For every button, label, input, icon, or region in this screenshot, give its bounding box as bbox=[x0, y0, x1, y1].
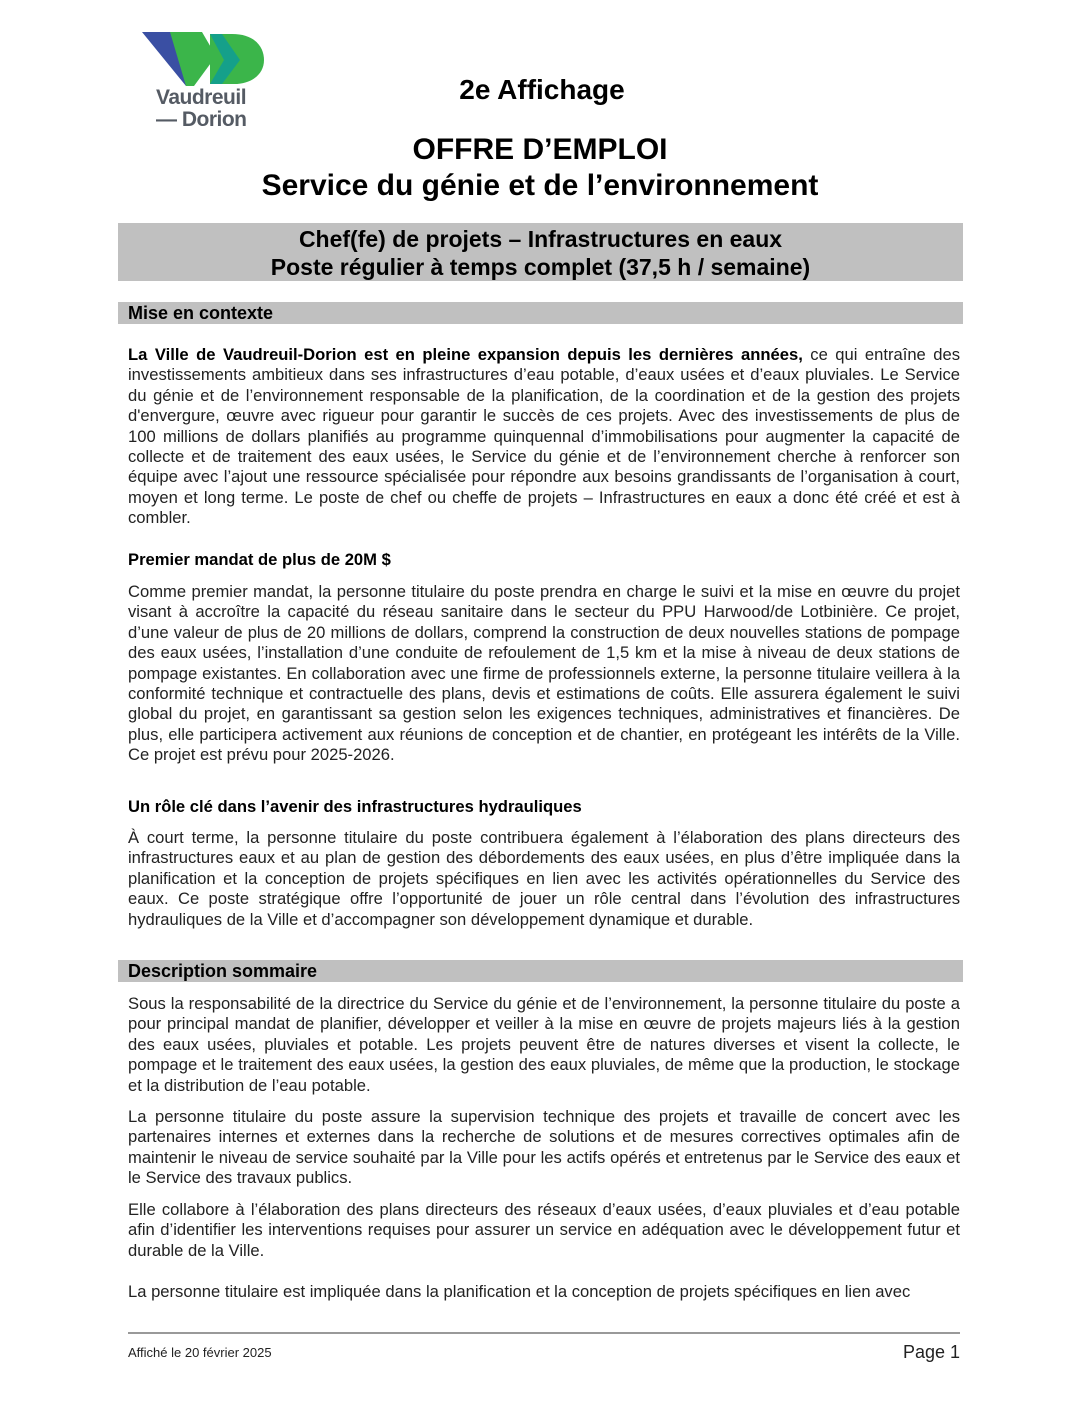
summary-paragraph-1: Sous la responsabilité de la directrice du Service du génie et de l’environnement, la personne titulaire du poste a pour principal mandat de planifier, développer et veiller à la mise en œuvre de projets majeurs liés à la gestion des eaux usées, pluviales et potable. Les projets peuvent être de natures diverses et visent la collecte, le pompage et le traitement des eaux usées, la gestion des eaux pluviales, de même que la production, le stockage et la distribution de l’eau potable. bbox=[128, 994, 960, 1095]
section-heading-context bbox=[118, 302, 963, 324]
posting-notice-text: 2e Affichage bbox=[459, 74, 625, 105]
mandate-paragraph: Comme premier mandat, la personne titulaire du poste prendra en charge le suivi et la mise en œuvre du projet visant à accroître la capacité du réseau sanitaire dans le secteur du PPU Harwood/de Lotbinière. Ce projet, d’une valeur de plus de 20 millions de dollars, comprend la construction de deux nouvelles stations de pompage des eaux usées, l’installation d’une conduite de refoulement de 1,5 km et la mise à niveau de deux stations de pompage existantes. En collaboration avec une firme de professionnels externe, la personne titulaire veillera à la conformité technique et contractuelle des plans, devis et estimations de coûts. Elle assurera également le suivi global du projet, en garantissant sa gestion selon les exigences techniques, administratives et financières. De plus, elle participera activement aux réunions de conception et de chantier, en protégeant les intérêts de la Ville. Ce projet est prévu pour 2025-2026. bbox=[128, 582, 960, 765]
section-heading-context-label: Mise en contexte bbox=[128, 303, 274, 323]
context-intro-bold: La Ville de Vaudreuil-Dorion est en pleine expansion depuis les dernières années, bbox=[128, 345, 803, 364]
summary-paragraph-4: La personne titulaire est impliquée dans la planification et la conception de projets spécifiques en lien avec bbox=[128, 1282, 911, 1301]
job-title-band bbox=[118, 223, 963, 281]
summary-paragraph-3: Elle collabore à l’élaboration des plans directeurs des réseaux d’eaux usées, d’eaux pluviales et d’eau potable afin d’identifier les interventions requises pour assurer un service en adéquation avec le développement futur et durable de la Ville. bbox=[128, 1200, 960, 1260]
footer-posted-date: Affiché le 20 février 2025 bbox=[128, 1345, 272, 1360]
logo-line-2: — Dorion bbox=[156, 108, 247, 131]
job-schedule: Poste régulier à temps complet (37,5 h / semaine) bbox=[270, 254, 811, 280]
footer-divider bbox=[128, 1332, 960, 1334]
posting-notice bbox=[0, 74, 1088, 106]
summary-paragraph-2: La personne titulaire du poste assure la supervision technique des projets et travaille de concert avec les partenaires internes et externes dans la recherche de solutions et de mesures correctives optimales afin de maintenir le niveau de service souhaité par la Ville pour les actifs opérés et entretenus par le Service des eaux et le Service des travaux publics. bbox=[128, 1107, 960, 1188]
section-heading-summary bbox=[118, 960, 963, 982]
page-title bbox=[190, 132, 890, 204]
job-title: Chef(fe) de projets – Infrastructures en eaux bbox=[298, 226, 783, 252]
role-paragraph: À court terme, la personne titulaire du poste contribuera également à l’élaboration des plans directeurs des infrastructures eaux et au plan de gestion des débordements des eaux usées, en plus d’être impliquée dans la planification et la conception de projets spécifiques en lien avec les activités opérationnelles du Service des eaux. Ce poste stratégique offre l’opportunité de jouer un rôle central dans l’évolution des infrastructures hydrauliques de la Ville et d’accompagner son développement dynamique et durable. bbox=[128, 828, 960, 929]
role-heading: Un rôle clé dans l’avenir des infrastructures hydrauliques bbox=[128, 797, 582, 816]
logo-line-1: Vaudreuil bbox=[156, 86, 247, 109]
footer-page-number: Page 1 bbox=[902, 1342, 960, 1362]
title-line-1: OFFRE D’EMPLOI bbox=[412, 133, 668, 166]
title-line-2: Service du génie et de l’environnement bbox=[261, 169, 819, 202]
context-intro-text: ce qui entraîne des investissements ambitieux dans ses infrastructures d’eau potable, d’eaux usées et d’eaux pluviales. Le Service du génie et de l’environnement responsable de la planification, de la coordination et de la gestion des projets d'envergure, œuvre avec rigueur pour garantir le succès de ces projets. Avec des investissements de plus de 100 millions de dollars planifiés au programme quinquennal d’immobilisations pour augmenter la capacité de collecte et de traitement des eaux usées, le Service du génie et de l’environnement cherche à renforcer son équipe avec l’ajout une ressource spécialisée pour répondre aux besoins grandissants de l’organisation à court, moyen et long terme. Le poste de chef ou cheffe de projets – Infrastructures en eaux a donc été créé et est à combler. bbox=[128, 345, 960, 528]
mandate-heading: Premier mandat de plus de 20M $ bbox=[128, 550, 391, 569]
section-heading-summary-label: Description sommaire bbox=[128, 961, 318, 981]
context-intro-paragraph bbox=[128, 345, 960, 529]
